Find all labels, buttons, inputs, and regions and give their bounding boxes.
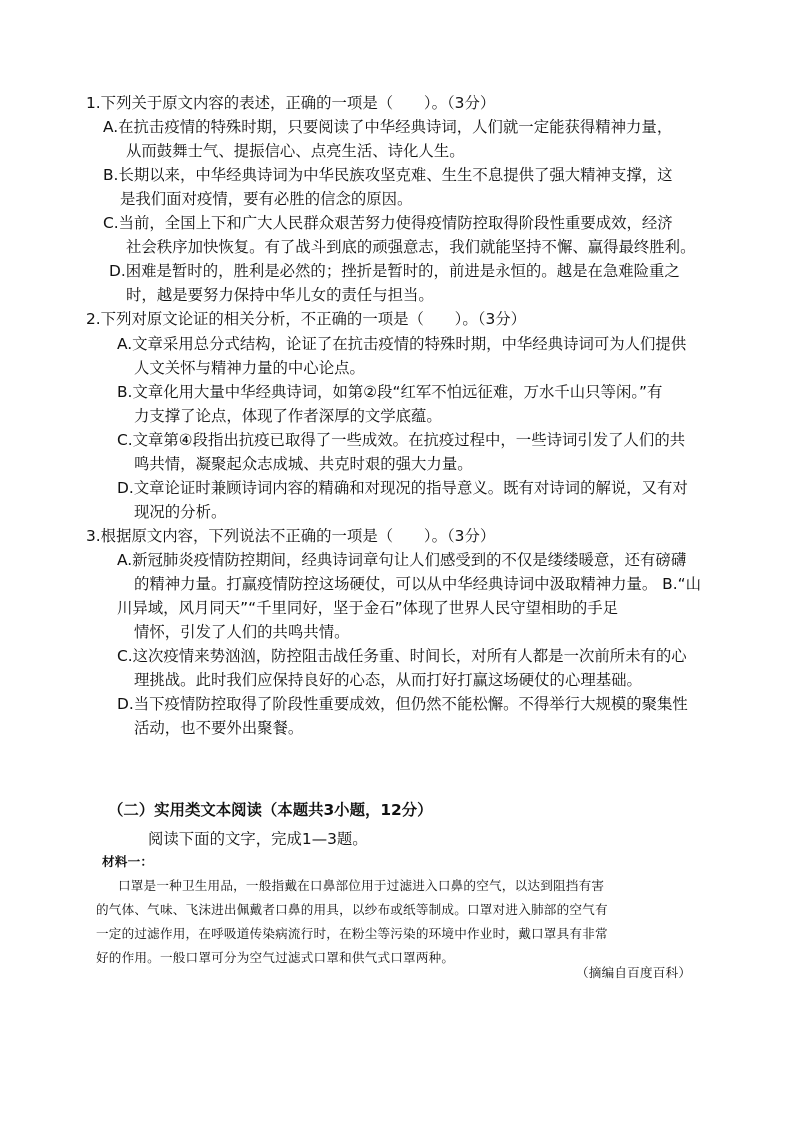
question-2-option-a-cont: 人文关怀与精神力量的中心论点。 (134, 359, 365, 377)
question-1-option-c-cont: 社会秩序加快恢复。有了战斗到底的顽强意志，我们就能坚持不懈、赢得最终胜利。 (126, 238, 696, 256)
material-source: （摘编自百度百科） (576, 965, 692, 980)
question-2-option-a: A.文章采用总分式结构，论证了在抗击疫情的特殊时期，中华经典诗词可为人们提供 (117, 335, 687, 353)
question-2-option-d: D.文章论证时兼顾诗词内容的精确和对现况的指导意义。既有对诗词的解说，又有对 (117, 479, 688, 497)
question-3-option-b-cont: 情怀，引发了人们的共鸣共情。 (134, 623, 350, 641)
question-2-option-c-cont: 鸣共情，凝聚起众志成城、共克时艰的强大力量。 (134, 455, 473, 473)
question-2-option-b-cont: 力支撑了论点，体现了作者深厚的文学底蕴。 (134, 407, 442, 425)
question-3-option-d: D.当下疫情防控取得了阶段性重要成效，但仍然不能松懈。不得举行大规模的聚集性 (117, 695, 688, 713)
material-paragraph-line: 口罩是一种卫生用品，一般指戴在口鼻部位用于过滤进入口鼻的空气，以达到阻挡有害 (118, 878, 605, 893)
material-paragraph-line: 好的作用。一般口罩可分为空气过滤式口罩和供气式口罩两种。 (96, 950, 455, 965)
question-3-option-c-cont: 理挑战。此时我们应保持良好的心态，从而打好打赢这场硬仗的心理基础。 (134, 671, 642, 689)
section-heading: （二）实用类文本阅读（本题共3小题，12分） (108, 801, 433, 819)
question-2-option-b: B.文章化用大量中华经典诗词，如第②段“红军不怕远征难，万水千山只等闲。”有 (117, 383, 663, 401)
question-2-option-d-cont: 现况的分析。 (134, 503, 227, 521)
question-1-option-a: A.在抗击疫情的特殊时期，只要阅读了中华经典诗词，人们就一定能获得精神力量， (103, 118, 673, 136)
question-3-option-b: 川异域，风月同天”“千里同好，坚于金石”体现了世界人民守望相助的手足 (117, 599, 619, 617)
question-3-option-a-cont: 的精神力量。打赢疫情防控这场硬仗，可以从中华经典诗词中汲取精神力量。 B.“山 (134, 575, 701, 593)
question-3-option-a: A.新冠肺炎疫情防控期间，经典诗词章句让人们感受到的不仅是缕缕暖意，还有磅礴 (117, 551, 687, 569)
question-1-option-b-cont: 是我们面对疫情，要有必胜的信念的原因。 (120, 190, 413, 208)
material-paragraph-line: 的气体、气味、飞沫进出佩戴者口鼻的用具，以纱布或纸等制成。口罩对进入肺部的空气有 (96, 902, 608, 917)
material-paragraph-line: 一定的过滤作用，在呼吸道传染病流行时，在粉尘等污染的环境中作业时，戴口罩具有非常 (96, 926, 608, 941)
question-2-stem: 2.下列对原文论证的相关分析，不正确的一项是（ ）。（3分） (86, 310, 527, 328)
question-3-stem: 3.根据原文内容，下列说法不正确的一项是（ ）。（3分） (86, 527, 496, 545)
question-1-option-b: B.长期以来，中华经典诗词为中华民族攻坚克难、生生不息提供了强大精神支撑，这 (103, 166, 673, 184)
section-instruction: 阅读下面的文字，完成1—3题。 (148, 830, 368, 848)
question-1-option-d-cont: 时，越是要努力保持中华儿女的责任与担当。 (126, 286, 434, 304)
question-1-option-d: D.困难是暂时的，胜利是必然的；挫折是暂时的，前进是永恒的。越是在急难险重之 (109, 262, 680, 280)
question-3-option-d-cont: 活动，也不要外出聚餐。 (134, 719, 304, 737)
question-3-option-c: C.这次疫情来势汹汹，防控阻击战任务重、时间长，对所有人都是一次前所未有的心 (117, 647, 687, 665)
question-1-option-c: C.当前，全国上下和广大人民群众艰苦努力使得疫情防控取得阶段性重要成效，经济 (103, 214, 673, 232)
question-1-option-a-cont: 从而鼓舞士气、提振信心、点亮生活、诗化人生。 (126, 142, 465, 160)
question-1-stem: 1.下列关于原文内容的表述，正确的一项是（ ）。（3分） (86, 94, 496, 112)
question-2-option-c: C.文章第④段指出抗疫已取得了一些成效。在抗疫过程中，一些诗词引发了人们的共 (117, 431, 686, 449)
material-label: 材料一： (102, 854, 154, 869)
